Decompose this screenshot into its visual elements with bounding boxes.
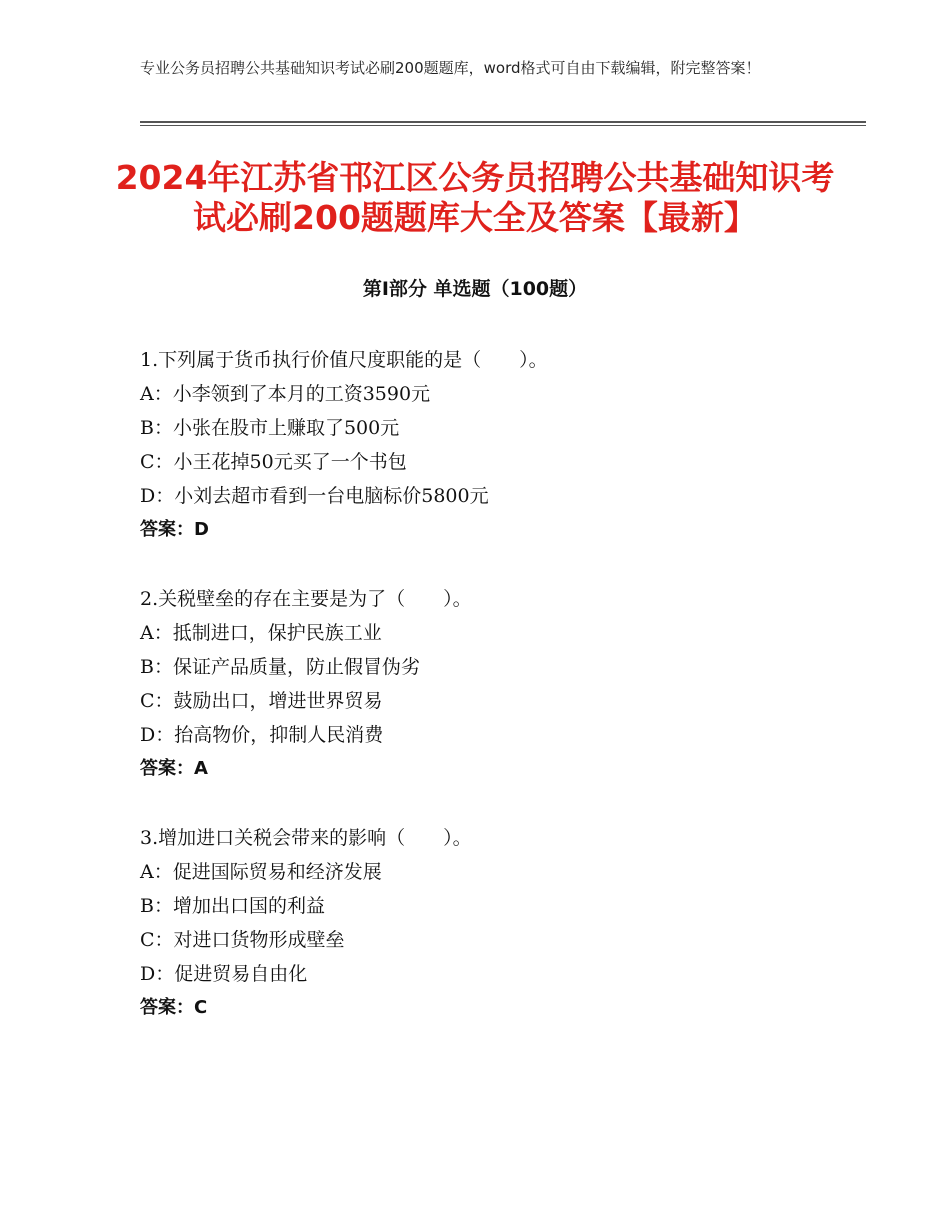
header-divider-thick (140, 121, 866, 123)
option-c: C：鼓励出口，增进世界贸易 (140, 690, 383, 712)
option-b: B：增加出口国的利益 (140, 895, 325, 917)
option-d: D：小刘去超市看到一台电脑标价5800元 (140, 485, 489, 507)
question-list (140, 343, 840, 1060)
question-stem: 2.关税壁垒的存在主要是为了（ ）。 (140, 588, 472, 610)
question-3 (140, 821, 840, 1025)
option-c: C：对进口货物形成壁垒 (140, 929, 345, 951)
option-b: B：小张在股市上赚取了500元 (140, 417, 400, 439)
question-stem: 3.增加进口关税会带来的影响（ ）。 (140, 827, 472, 849)
option-a: A：小李领到了本月的工资3590元 (140, 383, 431, 405)
option-a: A：抵制进口，保护民族工业 (140, 622, 382, 644)
header-note: 专业公务员招聘公共基础知识考试必刷200题题库，word格式可自由下载编辑，附完整答案！ (140, 59, 761, 77)
option-c: C：小王花掉50元买了一个书包 (140, 451, 407, 473)
answer-label: 答案：D (140, 519, 209, 540)
option-a: A：促进国际贸易和经济发展 (140, 861, 382, 883)
section-title: 第Ⅰ部分 单选题（100题） (362, 278, 588, 300)
option-b: B：保证产品质量，防止假冒伪劣 (140, 656, 420, 678)
header-divider-thin (140, 125, 866, 126)
document-title: 2024年江苏省邗江区公务员招聘公共基础知识考试必刷200题题库大全及答案【最新】 (115, 158, 835, 237)
question-2 (140, 582, 840, 786)
answer-label: 答案：C (140, 997, 208, 1018)
option-d: D：促进贸易自由化 (140, 963, 308, 985)
question-1 (140, 343, 840, 547)
question-stem: 1.下列属于货币执行价值尺度职能的是（ ）。 (140, 349, 548, 371)
answer-label: 答案：A (140, 758, 208, 779)
option-d: D：抬高物价，抑制人民消费 (140, 724, 384, 746)
